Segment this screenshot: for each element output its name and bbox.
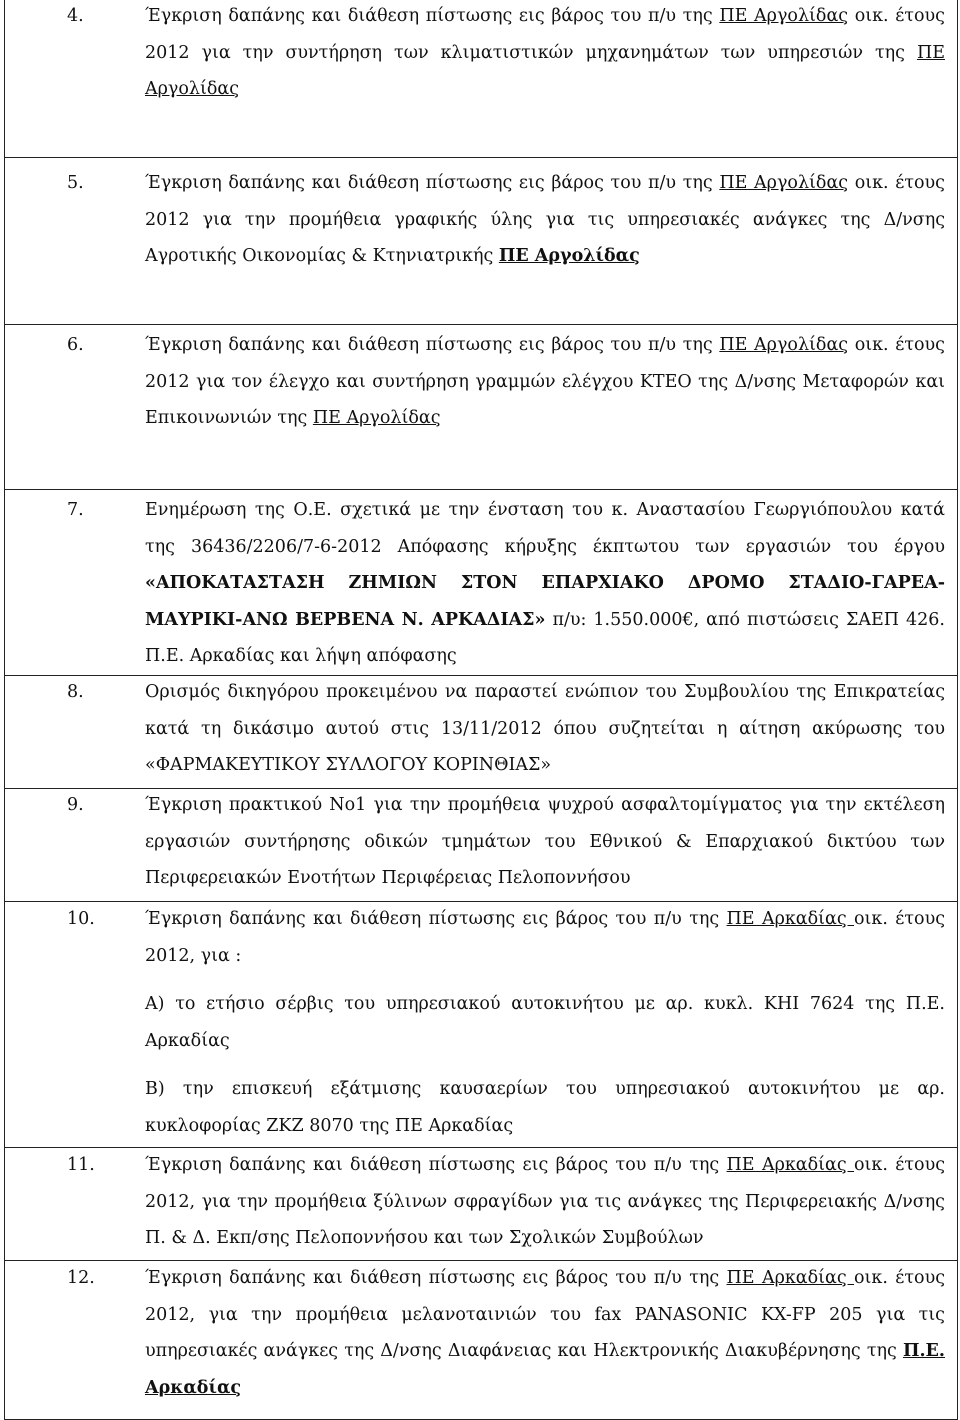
item-text: Έγκριση δαπάνης και διάθεση πίστωσης εις βάρος του π/υ της ΠΕ Αρκαδίας οικ. έτους 2012, για : Α) το ετήσιο σέρβις του υπηρεσιακού αυτοκινήτου με αρ. κυκλ. ΚΗΙ 7624 της Π.Ε. Αρκαδίας Β) την επισκευή εξάτμισης καυσαερίων του υπηρεσιακού αυτοκινήτου με αρ. κυκλοφορίας ΖΚΖ 8070 της ΠΕ Αρκαδίας bbox=[145, 901, 945, 1144]
item-text: Έγκριση πρακτικού Νο1 για την προμήθεια ψυχρού ασφαλτομίγματος για την εκτέλεση εργασιών συντήρησης οδικών τμημάτων του Εθνικού & Επαρχιακού δικτύου των Περιφερειακών Ενοτήτων Περιφέρειας Πελοποννήσου bbox=[145, 795, 945, 888]
agenda-row bbox=[4, 0, 958, 158]
agenda-row bbox=[4, 324, 958, 490]
agenda-row bbox=[4, 489, 958, 676]
item-number: 11. bbox=[67, 1155, 95, 1175]
item-text: Έγκριση δαπάνης και διάθεση πίστωσης εις βάρος του π/υ της ΠΕ Αργολίδας οικ. έτους 2012 για την προμήθεια γραφικής ύλης για τις υπηρεσιακές ανάγκες της Δ/νσης Αγροτικής Οικονομίας & Κτηνιατρικής ΠΕ Αργολίδας bbox=[145, 173, 945, 266]
sub-item-a: Α) το ετήσιο σέρβις του υπηρεσιακού αυτοκινήτου με αρ. κυκλ. ΚΗΙ 7624 της Π.Ε. Αρκαδίας bbox=[145, 994, 945, 1051]
item-text: Ορισμός δικηγόρου προκειμένου να παραστεί ενώπιον του Συμβουλίου της Επικρατείας κατά τη δικάσιμο αυτού στις 13/11/2012 όπου συζητείται η αίτηση ακύρωσης του «ΦΑΡΜΑΚΕΥΤΙΚΟΥ ΣΥΛΛΟΓΟΥ ΚΟΡΙΝΘΙΑΣ» bbox=[145, 682, 945, 775]
sub-item-b: Β) την επισκευή εξάτμισης καυσαερίων του υπηρεσιακού αυτοκινήτου με αρ. κυκλοφορίας ΖΚΖ 8070 της ΠΕ Αρκαδίας bbox=[145, 1079, 945, 1136]
item-number: 12. bbox=[67, 1268, 95, 1288]
item-number: 8. bbox=[67, 682, 84, 702]
item-number: 7. bbox=[67, 500, 84, 520]
item-text: Έγκριση δαπάνης και διάθεση πίστωσης εις βάρος του π/υ της ΠΕ Αργολίδας οικ. έτους 2012 για τον έλεγχο και συντήρηση γραμμών ελέγχου ΚΤΕΟ της Δ/νσης Μεταφορών και Επικοινωνιών της ΠΕ Αργολίδας bbox=[145, 335, 945, 428]
item-number: 6. bbox=[67, 335, 84, 355]
item-text: Ενημέρωση της Ο.Ε. σχετικά με την ένσταση του κ. Αναστασίου Γεωργιόπουλου κατά της 36436/2206/7-6-2012 Απόφασης κήρυξης έκπτωτου των εργασιών του έργου «ΑΠΟΚΑΤΑΣΤΑΣΗ ΖΗΜΙΩΝ ΣΤΟΝ ΕΠΑΡΧΙΑΚΟ ΔΡΟΜΟ ΣΤΑΔΙΟ-ΓΑΡΕΑ-ΜΑΥΡΙΚΙ-ΑΝΩ ΒΕΡΒΕΝΑ Ν. ΑΡΚΑΔΙΑΣ» π/υ: 1.550.000€, από πιστώσεις ΣΑΕΠ 426. Π.Ε. Αρκαδίας και λήψη απόφασης bbox=[145, 500, 945, 666]
item-number: 4. bbox=[67, 6, 84, 26]
agenda-row bbox=[4, 675, 958, 789]
agenda-row bbox=[4, 901, 958, 1148]
item-text: Έγκριση δαπάνης και διάθεση πίστωσης εις βάρος του π/υ της ΠΕ Αργολίδας οικ. έτους 2012 για την συντήρηση των κλιματιστικών μηχανημάτων των υπηρεσιών της ΠΕ Αργολίδας bbox=[145, 6, 945, 99]
item-number: 9. bbox=[67, 795, 84, 815]
agenda-row bbox=[4, 788, 958, 902]
item-text: Έγκριση δαπάνης και διάθεση πίστωσης εις βάρος του π/υ της ΠΕ Αρκαδίας οικ. έτους 2012, για την προμήθεια μελανοταινιών του fax PANASONIC KX-FP 205 για τις υπηρεσιακές ανάγκες της Δ/νσης Διαφάνειας και Ηλεκτρονικής Διακυβέρνησης της Π.Ε. Αρκαδίας bbox=[145, 1268, 946, 1398]
agenda-row bbox=[4, 1147, 958, 1261]
agenda-row bbox=[4, 157, 958, 325]
item-number: 5. bbox=[67, 173, 84, 193]
item-number: 10. bbox=[67, 909, 95, 929]
item-text: Έγκριση δαπάνης και διάθεση πίστωσης εις βάρος του π/υ της ΠΕ Αρκαδίας οικ. έτους 2012, για την προμήθεια ξύλινων σφραγίδων για τις ανάγκες της Περιφερειακής Δ/νσης Π. & Δ. Εκπ/σης Πελοποννήσου και των Σχολικών Συμβούλων bbox=[145, 1155, 946, 1248]
agenda-row bbox=[4, 1260, 958, 1420]
